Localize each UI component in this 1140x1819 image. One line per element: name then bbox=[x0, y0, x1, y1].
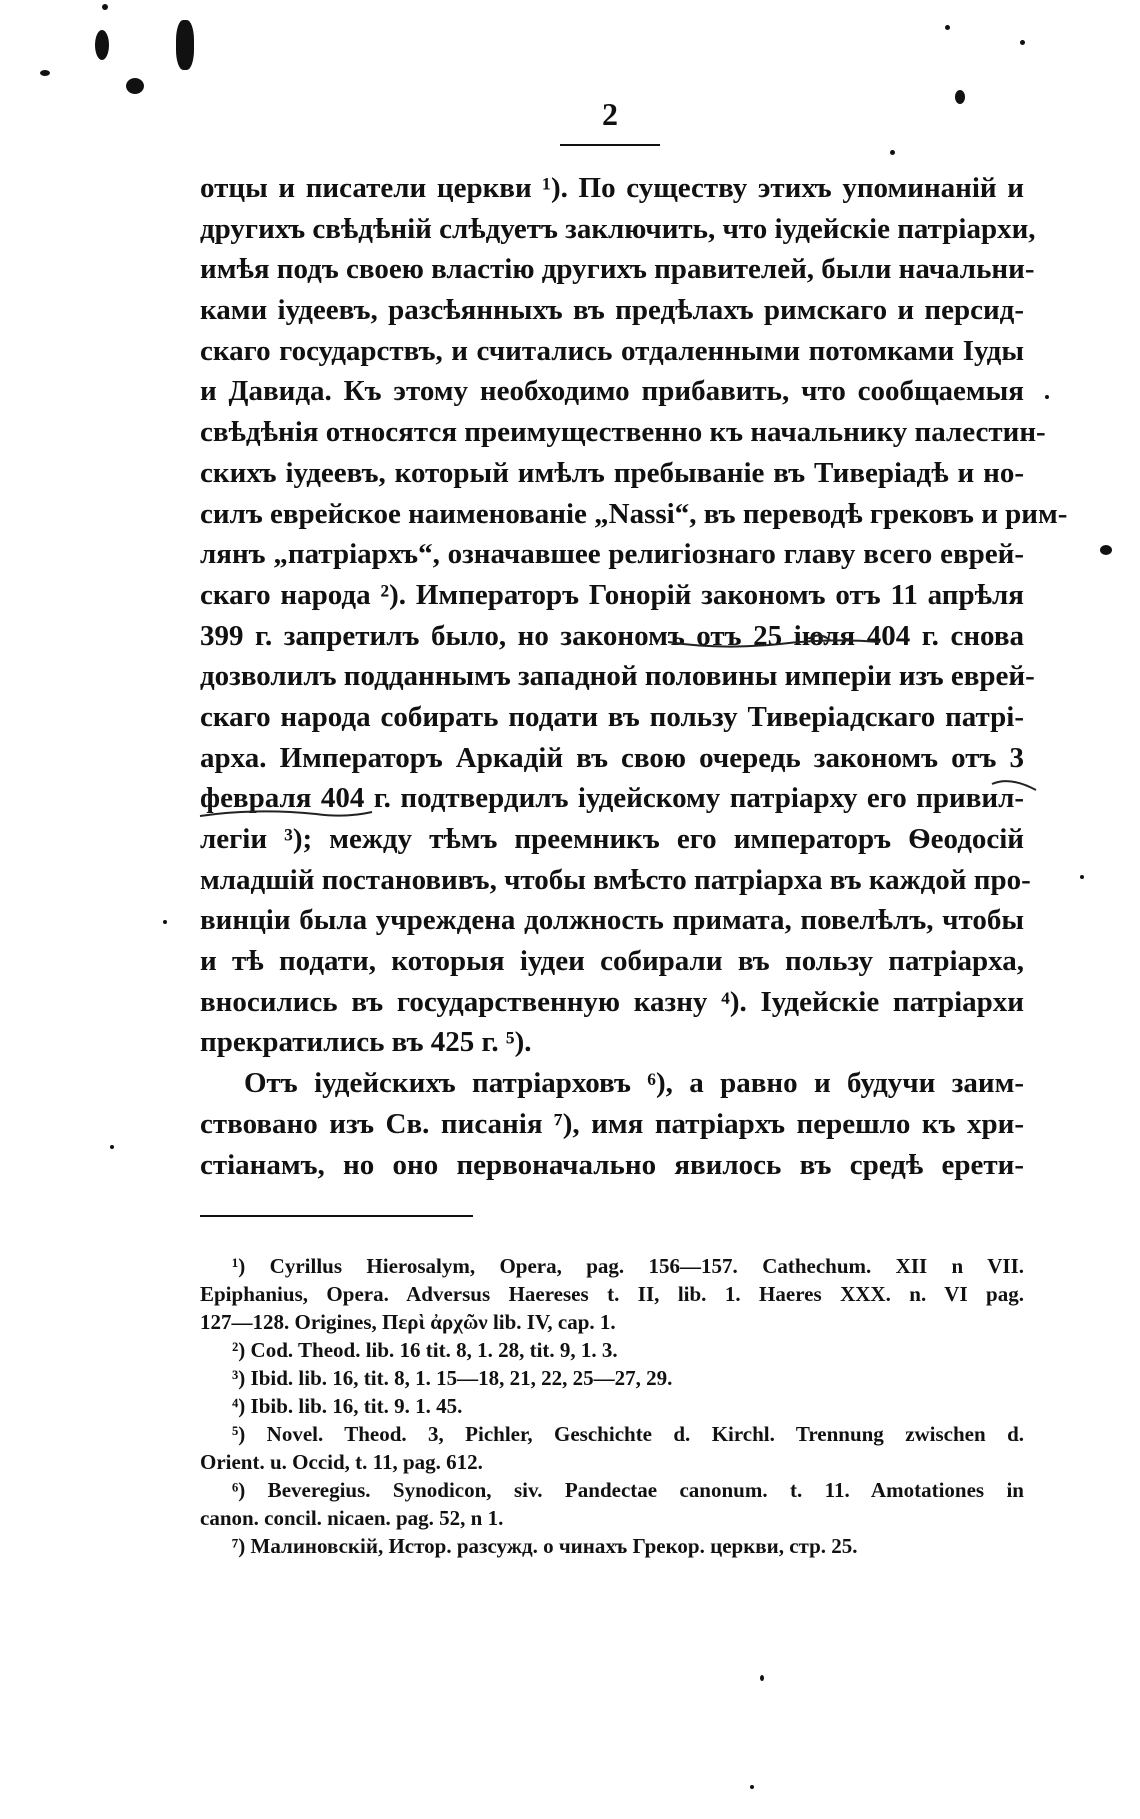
body-line: февраля 404 г. подтвердилъ іудейскому патріарху его привил- bbox=[200, 782, 1024, 815]
scan-speck bbox=[1080, 875, 1084, 879]
body-line: скаго народа ²). Императоръ Гонорій закономъ отъ 11 апрѣля bbox=[200, 578, 1024, 611]
body-line: легіи ³); между тѣмъ преемникъ его императоръ Ѳеодосій bbox=[200, 823, 1024, 855]
body-line: скихъ іудеевъ, который имѣлъ пребываніе въ Тиверіадѣ и но- bbox=[200, 456, 1024, 489]
body-line: ками іудеевъ, разсѣянныхъ въ предѣлахъ римскаго и персид- bbox=[200, 294, 1024, 327]
scan-speck bbox=[1100, 545, 1112, 555]
body-line: ствовано изъ Св. писанія ⁷), имя патріархъ перешло къ хри- bbox=[200, 1107, 1024, 1140]
page-number: 2 bbox=[602, 96, 618, 132]
body-line: вносились въ государственную казну ⁴). Іудейскіе патріархи bbox=[200, 985, 1024, 1018]
body-line: стіанамъ, но оно первоначально явилось въ средѣ ерети- bbox=[200, 1148, 1024, 1181]
body-line: другихъ свѣдѣній слѣдуетъ заключить, что іудейскіе патріархи, bbox=[200, 212, 1036, 245]
scan-speck bbox=[176, 20, 194, 70]
footnote-line: ²) Cod. Theod. lib. 16 tit. 8, 1. 28, tit. 9, 1. 3. bbox=[232, 1338, 618, 1362]
footnote-line: 127—128. Origines, Περὶ ἀρχῶν lib. IV, cap. 1. bbox=[200, 1310, 616, 1334]
body-line: прекратились въ 425 г. ⁵). bbox=[200, 1026, 532, 1059]
scan-speck bbox=[890, 150, 895, 155]
body-line: и тѣ подати, которыя іудеи собирали въ пользу патріарха, bbox=[200, 945, 1024, 978]
body-line: отцы и писатели церкви ¹). По существу этихъ упоминаній и bbox=[200, 172, 1024, 204]
footnotes bbox=[200, 1252, 1024, 1560]
body-line: имѣя подъ своею властію другихъ правителей, были начальни- bbox=[200, 253, 1035, 286]
scan-speck bbox=[750, 1785, 754, 1789]
body-text bbox=[200, 168, 1068, 1185]
body-line: младшій постановивъ, чтобы вмѣсто патріарха въ каждой про- bbox=[200, 863, 1031, 896]
scan-speck bbox=[945, 25, 950, 30]
body-line: 399 г. запретилъ было, но закономъ отъ 25 іюля 404 г. снова bbox=[200, 619, 1024, 652]
body-line: свѣдѣнія относятся преимущественно къ начальнику палестин- bbox=[200, 416, 1046, 449]
scan-speck bbox=[110, 1145, 114, 1149]
footnote-line: canon. concil. nicaen. pag. 52, n 1. bbox=[200, 1506, 504, 1530]
body-line: арха. Императоръ Аркадій въ свою очередь закономъ отъ 3 bbox=[200, 741, 1024, 774]
footnote-line: ⁵) Novel. Theod. 3, Pichler, Geschichte d. Kirchl. Trennung zwischen d. bbox=[232, 1422, 1024, 1446]
scan-speck bbox=[163, 920, 167, 924]
footnote-line: ⁶) Beveregius. Synodicon, siv. Pandectae canonum. t. 11. Amotationes in bbox=[232, 1478, 1024, 1502]
body-line: лянъ „патріархъ“, означавшее религіознаго главу всего еврей- bbox=[200, 538, 1024, 571]
body-line: Отъ іудейскихъ патріарховъ ⁶), а равно и будучи заим- bbox=[244, 1067, 1024, 1100]
body-line: дозволилъ подданнымъ западной половины имперіи изъ еврей- bbox=[200, 660, 1035, 693]
footnote-rule bbox=[200, 1215, 473, 1217]
scan-speck bbox=[1020, 40, 1025, 45]
body-line: винціи была учреждена должность примата, повелѣлъ, чтобы bbox=[200, 904, 1024, 937]
body-line: скаго народа собирать подати въ пользу Тиверіадскаго патрі- bbox=[200, 700, 1024, 733]
footnote-line: ³) Ibid. lib. 16, tit. 8, 1. 15—18, 21, 22, 25—27, 29. bbox=[232, 1366, 673, 1390]
page-number-rule bbox=[560, 144, 660, 146]
scan-speck bbox=[955, 90, 965, 104]
scan-speck bbox=[126, 78, 144, 94]
scan-speck bbox=[760, 1675, 764, 1681]
scan-speck bbox=[102, 4, 108, 10]
scan-speck bbox=[95, 30, 109, 60]
scan-speck bbox=[1045, 395, 1049, 399]
body-line: скаго государствъ, и считались отдаленными потомками Іуды bbox=[200, 334, 1024, 367]
footnote-line: Epiphanius, Opera. Adversus Haereses t. II, lib. 1. Haeres XXX. n. VI pag. bbox=[200, 1282, 1024, 1306]
footnote-line: Orient. u. Occid, t. 11, pag. 612. bbox=[200, 1450, 483, 1474]
footnote-line: ⁴) Ibib. lib. 16, tit. 9. 1. 45. bbox=[232, 1394, 463, 1418]
body-line: и Давида. Къ этому необходимо прибавить, что сообщаемыя bbox=[200, 375, 1024, 408]
footnote-line: ⁷) Малиновскій, Истор. разсужд. о чинахъ Грекор. церкви, стр. 25. bbox=[232, 1534, 858, 1558]
scan-speck bbox=[40, 70, 50, 76]
footnote-line: ¹) Cyrillus Hierosalym, Opera, pag. 156—157. Cathechum. XII n VII. bbox=[232, 1254, 1024, 1278]
body-line: силъ еврейское наименованіе „Nassi“, въ переводѣ грековъ и рим- bbox=[200, 497, 1068, 530]
